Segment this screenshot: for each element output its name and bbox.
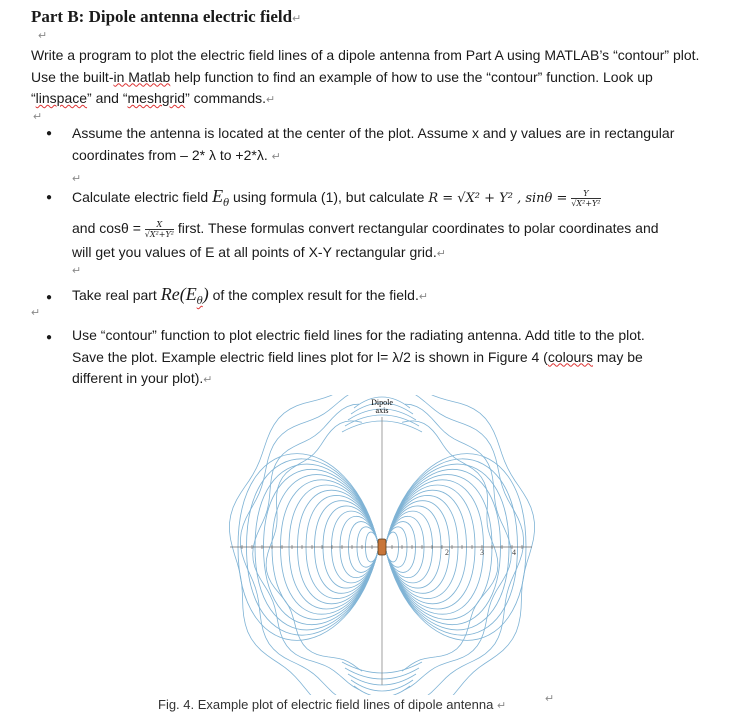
bullet-4-content: may be different in your plot).	[72, 348, 643, 386]
paragraph-mark: ↵	[292, 13, 302, 25]
bullet-4-content: Use “contour” function to plot electric field lines for the radiating antenna. Add title to the plot. Save the plot. Example electric field lines plot for l= λ/2 is shown in Figure 4 (	[72, 327, 645, 365]
paragraph-mark: ↵	[38, 30, 48, 42]
paragraph-mark: ↵	[545, 693, 555, 705]
paragraph-mark: ↵	[496, 700, 507, 712]
cos-label: and cosθ =	[72, 219, 141, 236]
title-text: Part B: Dipole antenna electric field	[31, 7, 293, 26]
intro-word-linspace: linspace	[35, 90, 88, 106]
paragraph-mark: ↵	[436, 247, 446, 260]
paragraph-mark: ↵	[33, 111, 43, 123]
tick-label-4: 4	[512, 548, 516, 557]
bullet-2-content: Calculate electric field	[72, 189, 213, 205]
intro-text: Write a program to plot the electric field lines of a dipole antenna from Part A using MATLAB’s “contour” plot. Use the built-	[31, 47, 700, 85]
bullet-3-content: Take real part	[72, 287, 161, 303]
real-part-expression: Re(E	[160, 284, 197, 304]
paragraph-mark: ↵	[266, 94, 276, 106]
word-colours: colours	[547, 348, 593, 365]
bullet-1-content: Assume the antenna is located at the center of the plot. Assume x and y values are in rectangular coordinates from – 2* λ to +2*λ.	[72, 125, 675, 163]
r-formula: R = √X² + Y² , sinθ =	[428, 191, 568, 206]
sin-numerator: Y	[571, 189, 600, 199]
dipole-axis-label: axis	[375, 406, 389, 415]
intro-text: ” commands.	[185, 90, 267, 106]
intro-word-matlab: in Matlab	[113, 68, 171, 85]
e-field-symbol: E	[212, 186, 224, 206]
tick-label-3: 3	[480, 548, 484, 557]
bullet-3-content: of the complex result for the field.	[208, 287, 419, 303]
bullet-dot: ●	[46, 332, 53, 343]
dipole-axis-label: Dipole	[371, 398, 393, 407]
bullet-dot: ●	[46, 128, 53, 139]
cos-numerator: X	[145, 220, 174, 230]
theta-subscript: θ	[223, 197, 230, 209]
paragraph-mark: ↵	[31, 307, 41, 319]
intro-text: help function to find an example of how to use the “contour” function. Look up “	[31, 68, 653, 106]
sin-denominator: √X²+Y²	[571, 198, 601, 208]
bullet-2-content: first. These formulas convert rectangular coordinates to polar coordinates and will get you values of E at all points of X-Y rectangular grid.	[72, 219, 659, 260]
caption-text: Fig. 4. Example plot of electric field lines of dipole antenna	[158, 697, 494, 712]
real-part-close: )	[202, 284, 209, 304]
bullet-2-content: using formula (1), but calculate	[229, 189, 429, 205]
paragraph-mark: ↵	[72, 265, 82, 277]
figure-caption	[158, 697, 506, 712]
paragraph-mark: ↵	[203, 374, 213, 386]
intro-text: ” and “	[87, 90, 128, 106]
theta-subscript: θ	[196, 295, 203, 307]
paragraph-mark: ↵	[72, 173, 82, 185]
paragraph-mark: ↵	[271, 150, 281, 163]
bullet-dot: ●	[46, 192, 53, 203]
bullet-dot: ●	[46, 292, 53, 303]
tick-label-2: 2	[445, 548, 449, 557]
intro-word-meshgrid: meshgrid	[127, 90, 186, 106]
paragraph-mark: ↵	[418, 291, 429, 303]
cos-denominator: √X²+Y²	[144, 229, 174, 239]
